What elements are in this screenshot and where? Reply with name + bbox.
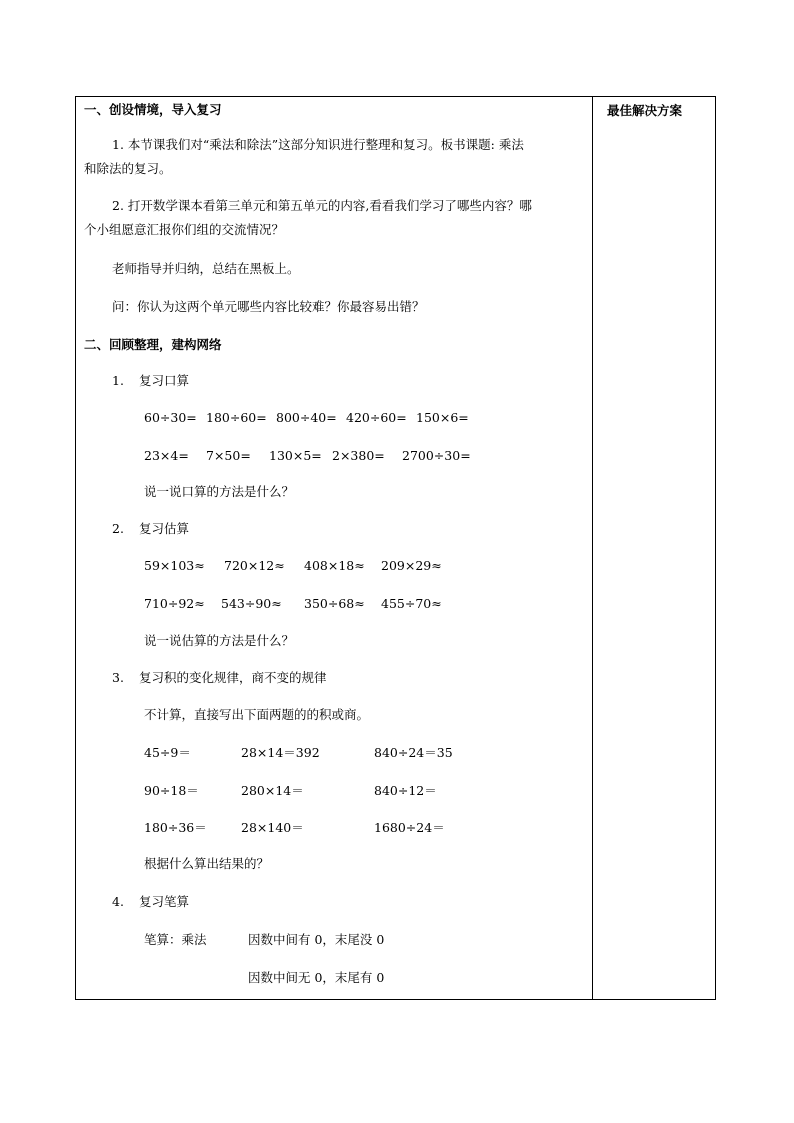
item4-case1: 因数中间有 0，末尾没 0: [248, 932, 385, 947]
section1-p2-line1: 2. 打开数学课本看第三单元和第五单元的内容,看看我们学习了哪些内容？哪: [112, 198, 532, 213]
section1-p1-line1: 1. 本节课我们对“乘法和除法”这部分知识进行整理和复习。板书课题: 乘法: [112, 137, 524, 152]
item3-question: 根据什么算出结果的？: [144, 856, 270, 871]
item2-row2-expr3: 350÷68≈: [304, 596, 365, 611]
item4-number: 4.: [112, 894, 124, 909]
item1-row2-expr3: 130×5=: [269, 448, 322, 463]
item2-row2-expr4: 455÷70≈: [381, 596, 442, 611]
item1-row1-expr1: 60÷30=: [144, 410, 197, 425]
item3-number: 3.: [112, 670, 124, 685]
item3-r1c1: 45÷9＝: [144, 745, 191, 760]
section1-p4: 问：你认为这两个单元哪些内容比较难？你最容易出错？: [112, 299, 425, 314]
lesson-table: [75, 96, 716, 1000]
item1-number: 1.: [112, 373, 124, 388]
item4-label: 笔算：乘法: [144, 932, 207, 947]
item3-r3c3: 1680÷24＝: [374, 820, 445, 835]
item2-row1-expr4: 209×29≈: [381, 558, 442, 573]
item3-title: 复习积的变化规律，商不变的规律: [139, 670, 327, 685]
item1-question: 说一说口算的方法是什么？: [144, 484, 295, 499]
item2-title: 复习估算: [139, 521, 190, 536]
item1-row2-expr1: 23×4=: [144, 448, 189, 463]
item2-row2-expr1: 710÷92≈: [144, 596, 205, 611]
column-divider: [592, 97, 593, 999]
item1-row1-expr5: 150×6=: [416, 410, 469, 425]
item2-row1-expr1: 59×103≈: [144, 558, 205, 573]
item3-instruction: 不计算，直接写出下面两题的的积或商。: [144, 707, 370, 722]
item1-row2-expr4: 2×380=: [332, 448, 385, 463]
item3-r2c3: 840÷12＝: [374, 783, 437, 798]
section1-p3: 老师指导并归纳，总结在黑板上。: [112, 261, 300, 276]
item3-r2c2: 280×14＝: [241, 783, 304, 798]
item3-r3c2: 28×140＝: [241, 820, 304, 835]
item3-r1c2: 28×14＝392: [241, 745, 320, 760]
item4-title: 复习笔算: [139, 894, 190, 909]
section1-heading: 一、创设情境，导入复习: [84, 102, 222, 117]
item2-row2-expr2: 543÷90≈: [221, 596, 282, 611]
section2-heading: 二、回顾整理，建构网络: [84, 337, 222, 352]
item1-row1-expr4: 420÷60=: [346, 410, 407, 425]
section1-p1-line2: 和除法的复习。: [84, 161, 172, 176]
item2-number: 2.: [112, 521, 124, 536]
item3-r3c1: 180÷36＝: [144, 820, 207, 835]
item1-row1-expr3: 800÷40=: [276, 410, 337, 425]
item2-question: 说一说估算的方法是什么？: [144, 633, 295, 648]
section1-p2-line2: 个小组愿意汇报你们组的交流情况？: [84, 222, 285, 237]
item1-row2-expr2: 7×50=: [206, 448, 251, 463]
item3-r1c3: 840÷24＝35: [374, 745, 453, 760]
item1-row1-expr2: 180÷60=: [206, 410, 267, 425]
item2-row1-expr3: 408×18≈: [304, 558, 365, 573]
item1-title: 复习口算: [139, 373, 190, 388]
item3-r2c1: 90÷18＝: [144, 783, 199, 798]
item1-row2-expr5: 2700÷30=: [402, 448, 471, 463]
side-column-header: 最佳解决方案: [607, 103, 683, 118]
item2-row1-expr2: 720×12≈: [224, 558, 285, 573]
item4-case2: 因数中间无 0，末尾有 0: [248, 970, 385, 985]
